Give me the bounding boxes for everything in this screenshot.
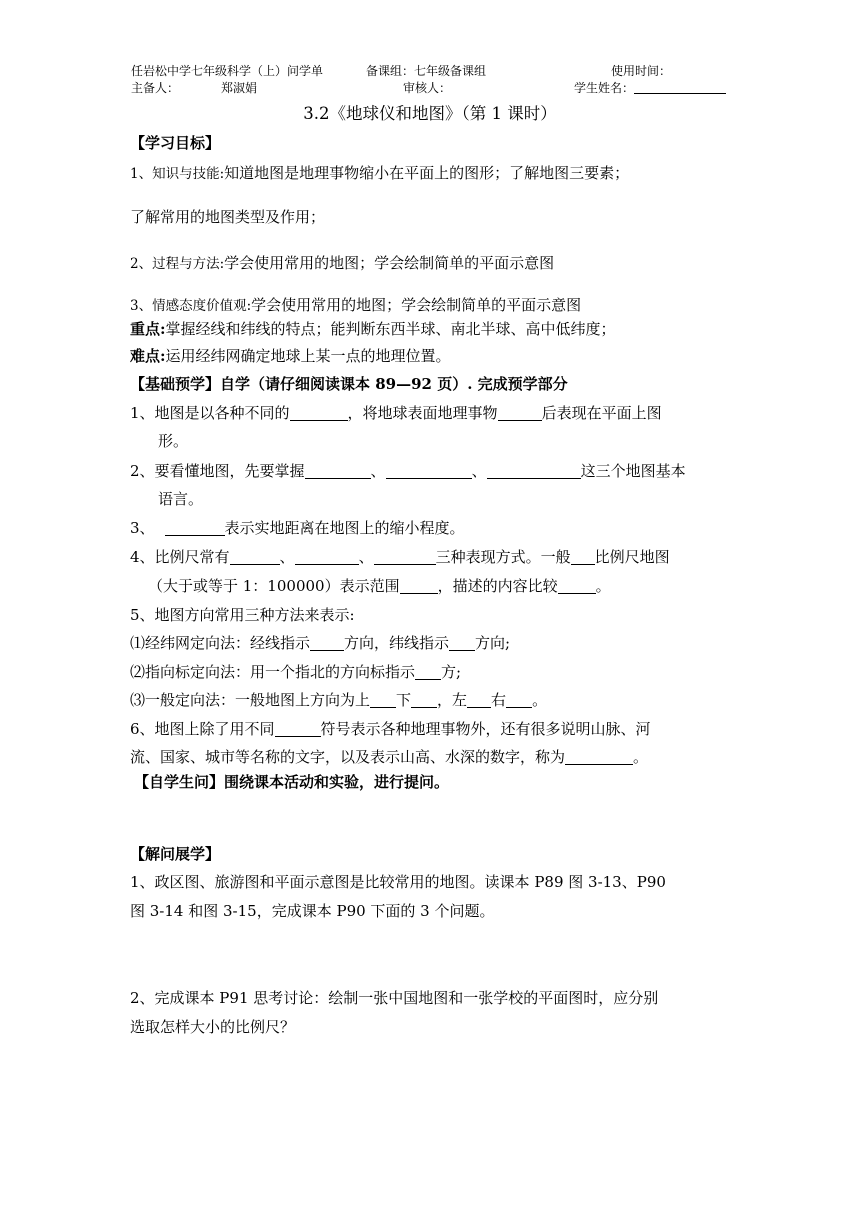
q5-2-part-a: ⑵指向标定向法：用一个指北的方向标指示: [130, 663, 416, 681]
question-6: [130, 719, 651, 739]
header-reviewer: 审核人：: [403, 81, 452, 95]
q6-part-d: 。: [633, 748, 649, 766]
q5-1-blank-1[interactable]: [310, 634, 344, 651]
q4-blank-6[interactable]: [558, 577, 596, 594]
q5-3-blank-3[interactable]: [467, 691, 491, 708]
q5-1-part-a: ⑴经纬网定向法：经线指示: [130, 634, 311, 652]
explain-heading: 【解问展学】: [130, 845, 221, 863]
difficult-point-text: 运用经纬网确定地球上某一点的地理位置。: [165, 347, 451, 365]
header-group: 备课组：七年级备课组: [366, 64, 487, 78]
q4-sep-1: 、: [279, 548, 295, 566]
q4-blank-5[interactable]: [400, 577, 438, 594]
q4-part-e: 比例尺地图: [594, 548, 670, 566]
explain-2: 2、完成课本 P91 思考讨论：绘制一张中国地图和一张学校的平面图时，应分别: [130, 989, 659, 1007]
q6-part-a: 6、地图上除了用不同: [130, 720, 275, 738]
key-point-label: 重点:: [130, 320, 166, 338]
question-1: [130, 403, 662, 423]
q5-2-blank[interactable]: [415, 663, 441, 680]
q5-3-part-b: 下: [396, 691, 412, 709]
q5-3-part-e: 。: [532, 691, 548, 709]
q2-blank-3[interactable]: [487, 462, 581, 479]
question-4-cont: [148, 576, 611, 596]
q6-blank-2[interactable]: [565, 748, 633, 765]
preview-heading: 【基础预学】自学（请仔细阅读课本 89—92 页）. 完成预学部分: [130, 375, 568, 393]
explain-1-cont: 图 3-14 和图 3-15，完成课本 P90 下面的 3 个问题。: [130, 902, 495, 920]
q5-3-blank-4[interactable]: [506, 691, 532, 708]
q4-part-d: 三种表现方式。一般: [435, 548, 571, 566]
key-point: [130, 319, 616, 339]
goal-2-text: 学会使用常用的地图；学会绘制简单的平面示意图: [224, 254, 555, 272]
q3-blank[interactable]: [165, 519, 225, 536]
q2-sep-2: 、: [471, 462, 487, 480]
q2-part-a: 2、要看懂地图，先要掌握: [130, 462, 305, 480]
q5-3-blank-2[interactable]: [411, 691, 437, 708]
q4-blank-1[interactable]: [230, 548, 280, 565]
header-student-label: 学生姓名：: [574, 81, 635, 95]
q1-blank-2[interactable]: [498, 404, 542, 421]
key-point-text: 掌握经线和纬线的特点；能判断东西半球、南北半球、高中低纬度；: [165, 320, 616, 338]
goal-3-label: 3、情感态度价值观:: [130, 298, 252, 314]
q5-1-part-c: 方向;: [475, 634, 511, 652]
q6-blank-1[interactable]: [275, 720, 321, 737]
header-student: [574, 81, 726, 95]
q6-part-c: 流、国家、城市等名称的文字，以及表示山高、水深的数字，称为: [130, 748, 566, 766]
goal-1-label: 1、知识与技能:: [130, 166, 225, 182]
q3-part-b: 表示实地距离在地图上的缩小程度。: [224, 519, 465, 537]
goal-3: [130, 295, 581, 316]
student-name-blank[interactable]: [634, 81, 726, 94]
difficult-point: [130, 346, 451, 366]
q5-3-blank-1[interactable]: [370, 691, 396, 708]
q4-part-h: 。: [595, 577, 611, 595]
q2-blank-2[interactable]: [386, 462, 472, 479]
question-1-cont: 形。: [158, 432, 189, 450]
header-preparer-label: 主备人：: [131, 81, 180, 95]
question-4: [130, 547, 670, 567]
q1-part-a: 1、地图是以各种不同的: [130, 404, 290, 422]
q3-part-a: 3、: [130, 519, 155, 537]
q1-part-c: 后表现在平面上图: [541, 404, 662, 422]
q5-3-part-c: ，左: [437, 691, 468, 709]
q4-part-f: （大于或等于 1：100000）表示范围: [148, 577, 400, 595]
q2-part-d: 这三个地图基本: [580, 462, 686, 480]
question-5-2: [130, 662, 461, 682]
q5-1-blank-2[interactable]: [449, 634, 475, 651]
q4-sep-2: 、: [358, 548, 374, 566]
header-time: 使用时间：: [611, 64, 672, 78]
difficult-point-label: 难点:: [130, 347, 166, 365]
q1-blank-1[interactable]: [290, 404, 348, 421]
question-2-cont: 语言。: [158, 490, 204, 508]
goal-1-text: 知道地图是地理事物缩小在平面上的图形；了解地图三要素；: [224, 164, 630, 182]
question-5-3: [130, 690, 547, 710]
goal-3-text: 学会使用常用的地图；学会绘制简单的平面示意图: [251, 296, 582, 314]
question-2: [130, 461, 686, 481]
goal-2: [130, 253, 554, 274]
q4-part-g: ，描述的内容比较: [437, 577, 558, 595]
q4-blank-3[interactable]: [374, 548, 436, 565]
q4-part-a: 4、比例尺常有: [130, 548, 230, 566]
question-5: 5、地图方向常用三种方法来表示:: [130, 606, 355, 624]
page-title: 3.2《地球仪和地图》（第 1 课时）: [303, 104, 557, 123]
question-6-cont: [130, 747, 648, 767]
q4-blank-4[interactable]: [571, 548, 595, 565]
goal-1-cont: 了解常用的地图类型及作用；: [130, 208, 326, 226]
header-preparer: 郑淑娟: [221, 81, 258, 95]
q5-2-part-b: 方;: [441, 663, 462, 681]
q5-3-part-d: 右: [491, 691, 507, 709]
q4-blank-2[interactable]: [295, 548, 359, 565]
q5-1-part-b: 方向，纬线指示: [344, 634, 450, 652]
goal-2-label: 2、过程与方法:: [130, 256, 225, 272]
q2-sep-1: 、: [370, 462, 386, 480]
q2-blank-1[interactable]: [305, 462, 371, 479]
self-ask-heading: 【自学生问】围绕课本活动和实验，进行提问。: [134, 773, 450, 791]
question-3: [130, 518, 465, 538]
q1-part-b: ，将地球表面地理事物: [347, 404, 498, 422]
q6-part-b: 符号表示各种地理事物外，还有很多说明山脉、河: [320, 720, 651, 738]
explain-2-cont: 选取怎样大小的比例尺？: [130, 1018, 296, 1036]
header-school: 任岩松中学七年级科学（上）问学单: [131, 64, 324, 78]
q5-3-part-a: ⑶一般定向法：一般地图上方向为上: [130, 691, 371, 709]
question-5-1: [130, 633, 510, 653]
goals-heading: 【学习目标】: [130, 134, 221, 152]
explain-1: 1、政区图、旅游图和平面示意图是比较常用的地图。读课本 P89 图 3-13、P90: [130, 873, 666, 891]
goal-1: [130, 163, 629, 184]
